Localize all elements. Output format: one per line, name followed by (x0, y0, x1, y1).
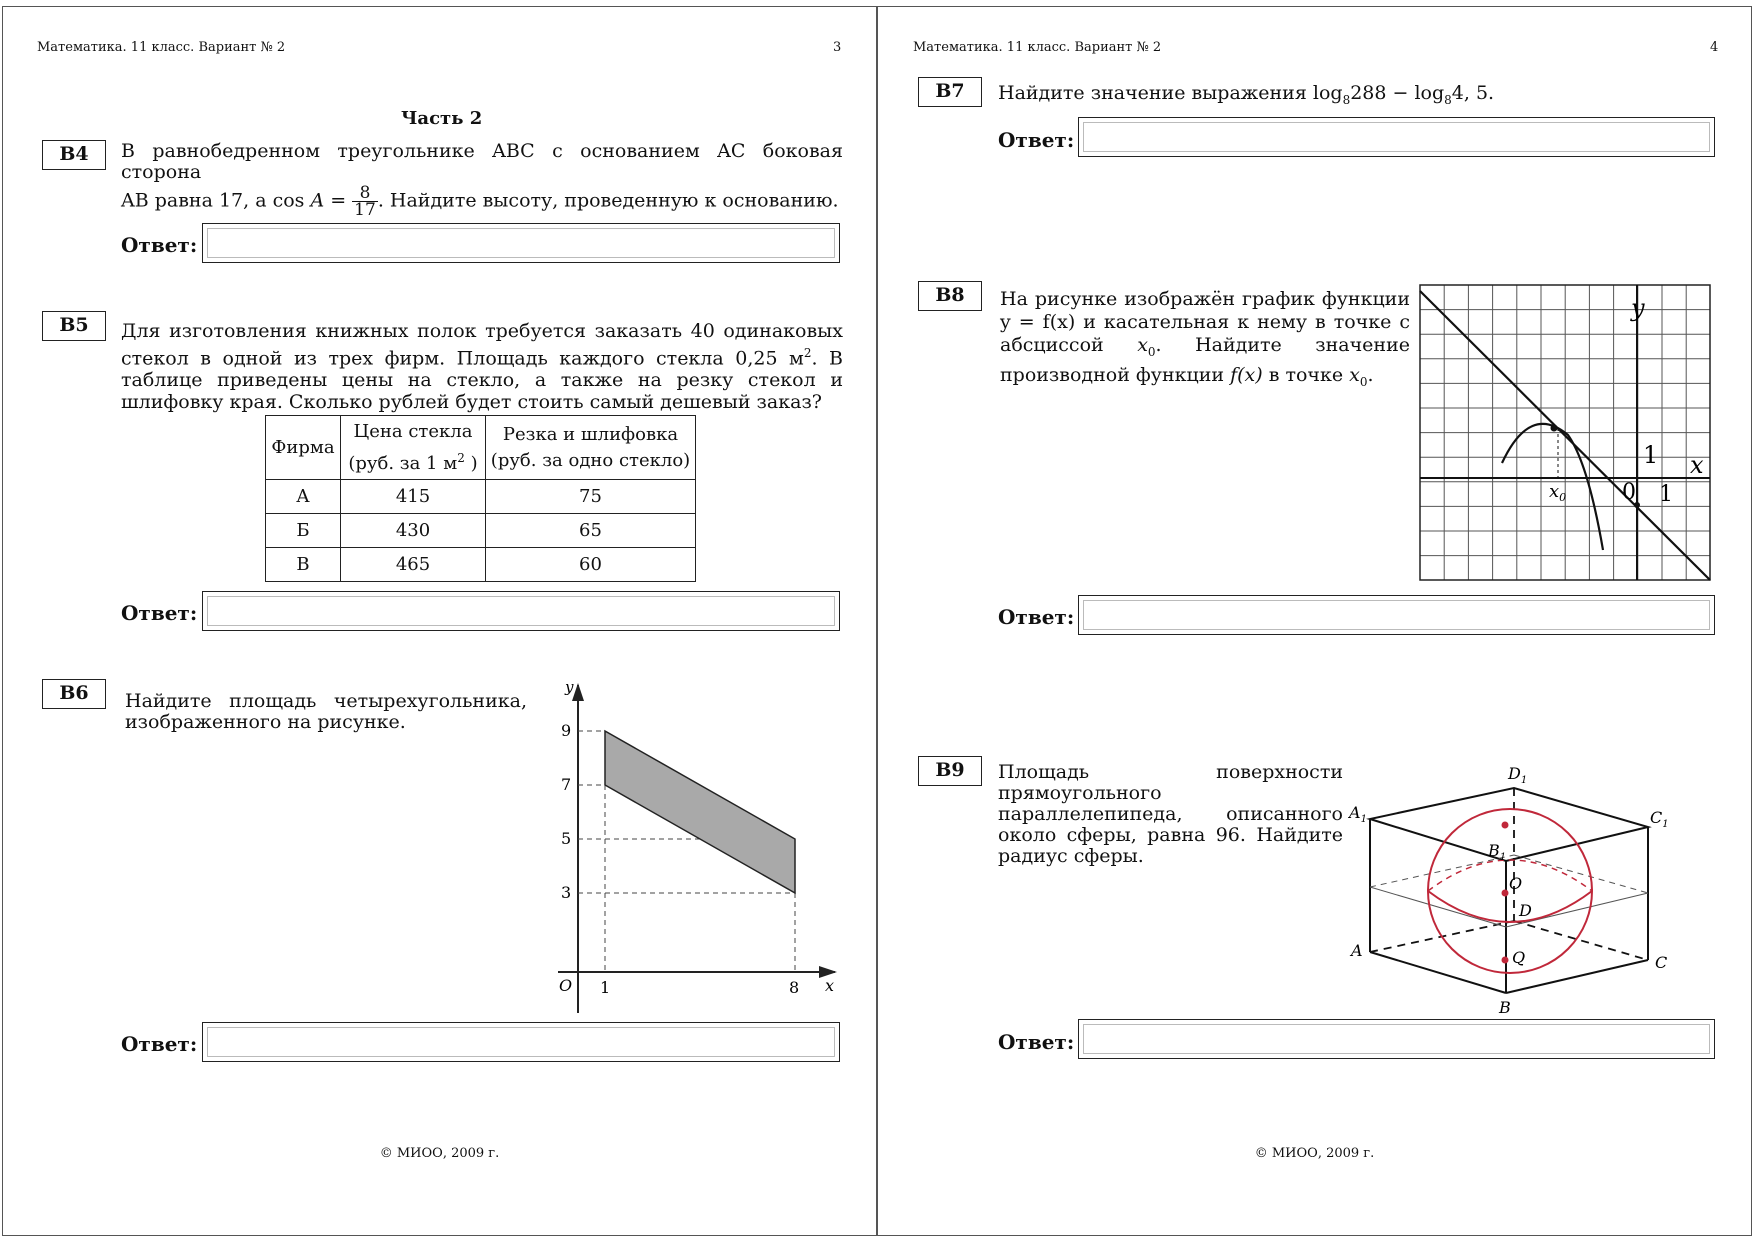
table-header-row (266, 416, 696, 480)
b5-sup: 2 (803, 346, 812, 360)
b6-y-label: y (565, 678, 574, 696)
quadrilateral (605, 731, 795, 893)
cell-cut: 60 (486, 548, 696, 582)
task-label-b4: B4 (42, 140, 106, 170)
left-page (2, 6, 877, 1236)
answer-label-b6: Ответ: (121, 1032, 198, 1056)
page-header: Математика. 11 класс. Вариант № 2 (37, 40, 286, 55)
price-table (265, 415, 696, 582)
b6-x-label: x (825, 976, 835, 995)
task-b6-text: Найдите площадь четырехугольника, изображенного на рисунке. (125, 690, 527, 733)
col-price-line1: Цена стекла (353, 420, 473, 442)
b6-xtick-8: 8 (789, 978, 800, 997)
b4-line1: В равнобедренном треугольнике ABC с основанием AC боковая сторона (121, 140, 843, 183)
b4-var: A (310, 189, 325, 212)
box-top (1370, 788, 1648, 861)
b6-ytick-5: 5 (561, 829, 572, 848)
table-row (266, 548, 696, 582)
label-D1-sub: 1 (1520, 775, 1528, 786)
col-price-line2-pre: (руб. за 1 м (348, 452, 458, 474)
cell-price: 430 (341, 514, 486, 548)
label-A: A (1351, 941, 1363, 960)
b5-text-post: . В таблице приведены цены на стекло, а также на резку стекол и шлифовку края. Сколько рублей будет стоить самый дешевый заказ? (121, 347, 844, 414)
col-price-line2-post: ) (464, 452, 478, 474)
equator-front (1428, 891, 1592, 922)
task-label-b9: B9 (918, 756, 982, 786)
b7-arg2: 4, 5. (1451, 82, 1495, 104)
b8-line1: На рисунке изображён график функции (1000, 288, 1410, 310)
col-cut-line1: Резка и шлифовка (502, 423, 679, 445)
label-A1-sub: 1 (1360, 814, 1367, 825)
label-C1-letter: C (1650, 808, 1663, 827)
b8-x0 (1549, 481, 1566, 504)
task-label-b6: B6 (42, 679, 106, 709)
b6-ytick-7: 7 (561, 775, 572, 794)
label-Q: Q (1512, 948, 1526, 967)
label-A1 (1348, 803, 1367, 825)
b8-line4-post: . (1367, 363, 1374, 386)
label-B: B (1499, 998, 1511, 1017)
label-C1-sub: 1 (1662, 819, 1669, 830)
task-b8-text (1000, 288, 1410, 394)
b4-line2 (121, 185, 843, 218)
b8-line3 (1000, 334, 1410, 364)
b7-sub2: 8 (1444, 92, 1452, 107)
b7-arg1: 288 − log (1350, 82, 1445, 104)
b4-text-pre: AB равна 17, а cos (121, 189, 311, 212)
cell-price: 465 (341, 548, 486, 582)
b8-line4 (1000, 364, 1410, 394)
col-price (341, 416, 486, 480)
answer-field-b7[interactable] (1078, 117, 1715, 157)
col-cut-line2: (руб. за одно стекло) (490, 449, 691, 471)
answer-field-b5[interactable] (202, 591, 840, 631)
b4-frac-den: 17 (354, 200, 376, 220)
b5-text-pre: Для изготовления книжных полок требуется заказать 40 одинаковых стекол в одной из трех фирм. Площадь каждого стекла 0,25 м (121, 320, 843, 370)
b6-xtick-1: 1 (600, 978, 611, 997)
edge-DC (1514, 921, 1648, 960)
b7-sub1: 8 (1342, 92, 1351, 107)
cell-cut: 75 (486, 480, 696, 514)
task-b7-text (998, 83, 1698, 111)
page-number: 4 (1710, 40, 1719, 55)
task-label-b8: B8 (918, 281, 982, 311)
mid-back-right (1514, 855, 1648, 893)
b8-line4-mid: в точке (1262, 363, 1350, 386)
b8-line4-var: x (1349, 363, 1360, 386)
task-b4-text (121, 141, 843, 218)
b4-eq: = (324, 189, 353, 212)
answer-label-b8: Ответ: (998, 605, 1075, 629)
cell-cut: 65 (486, 514, 696, 548)
b8-line2: y = f(x) и касательная к нему в точке с (1000, 311, 1410, 333)
task-b5-text (121, 320, 843, 413)
answer-field-b9[interactable] (1078, 1019, 1715, 1059)
b8-x0-sub: 0 (1559, 491, 1567, 504)
b8-line3-sub: 0 (1147, 344, 1156, 359)
edge-AB (1370, 952, 1506, 993)
b8-line3-post: . Найдите значение (1155, 334, 1410, 356)
b8-y-label: y (1631, 294, 1645, 322)
page-footer: © МИОО, 2009 г. (379, 1146, 500, 1161)
col-firm: Фирма (266, 416, 341, 480)
label-O: O (1509, 874, 1523, 893)
point-O (1502, 890, 1509, 897)
b8-graph (1418, 283, 1714, 585)
label-B1-sub: 1 (1499, 852, 1507, 863)
cell-firm: А (266, 480, 341, 514)
answer-label-b7: Ответ: (998, 128, 1075, 152)
edge-BC (1506, 960, 1648, 993)
page-header: Математика. 11 класс. Вариант № 2 (913, 40, 1162, 55)
point-Q (1502, 957, 1509, 964)
b8-line4-sub: 0 (1359, 374, 1368, 389)
label-D: D (1519, 901, 1532, 920)
answer-label-b4: Ответ: (121, 233, 198, 257)
b6-origin-label: O (559, 976, 573, 995)
label-D1 (1507, 764, 1527, 786)
b8-one-x: 1 (1659, 482, 1673, 507)
label-C: C (1655, 953, 1668, 972)
label-B1 (1487, 841, 1506, 863)
label-D1-letter: D (1508, 764, 1521, 783)
b4-text-post: . Найдите высоту, проведенную к основанию. (377, 189, 839, 212)
b8-one-y: 1 (1643, 441, 1659, 469)
answer-field-b4[interactable] (202, 223, 840, 263)
task-label-b5: B5 (42, 311, 106, 341)
b8-line3-var: x (1137, 334, 1148, 356)
label-A1-letter: A (1349, 803, 1361, 822)
b7-log1: log (1312, 82, 1343, 104)
col-price-line2 (343, 445, 483, 477)
b6-ytick-9: 9 (561, 721, 572, 740)
b6-chart (523, 675, 843, 1020)
tangent-point (1551, 425, 1558, 432)
b4-frac-num: 8 (352, 185, 378, 202)
point-top (1502, 822, 1509, 829)
cell-firm: Б (266, 514, 341, 548)
b7-text-pre: Найдите значение выражения (998, 82, 1313, 104)
b6-ytick-3: 3 (561, 883, 572, 902)
table-row (266, 514, 696, 548)
right-page (877, 6, 1752, 1236)
page-footer: © МИОО, 2009 г. (1254, 1146, 1375, 1161)
b8-line4-f: f(x) (1230, 363, 1263, 386)
label-C1 (1650, 808, 1669, 830)
cell-price: 415 (341, 480, 486, 514)
task-b9-text: Площадь поверхности прямоугольного параллелепипеда, описанного около сферы, равна 96. Найдите радиус сферы. (998, 761, 1343, 867)
b8-x-label: x (1690, 451, 1704, 479)
table-row (266, 480, 696, 514)
col-price-sup: 2 (457, 450, 465, 465)
b8-line3-pre: абсциссой (1000, 334, 1104, 356)
b9-figure (1348, 757, 1748, 1022)
answer-field-b6[interactable] (202, 1022, 840, 1062)
b8-line4-pre: производной функции (1000, 363, 1231, 386)
b4-fraction (352, 185, 378, 218)
part-title: Часть 2 (401, 108, 483, 129)
answer-label-b5: Ответ: (121, 601, 198, 625)
mid-front-left (1370, 887, 1506, 927)
page-number: 3 (833, 40, 842, 55)
task-label-b7: B7 (918, 77, 982, 107)
b8-zero: 0 (1622, 480, 1636, 505)
cell-firm: В (266, 548, 341, 582)
answer-field-b8[interactable] (1078, 595, 1715, 635)
b8-x0-var: x (1549, 481, 1560, 502)
label-B1-letter: B (1488, 841, 1500, 860)
answer-label-b9: Ответ: (998, 1030, 1075, 1054)
col-cut (486, 416, 696, 480)
